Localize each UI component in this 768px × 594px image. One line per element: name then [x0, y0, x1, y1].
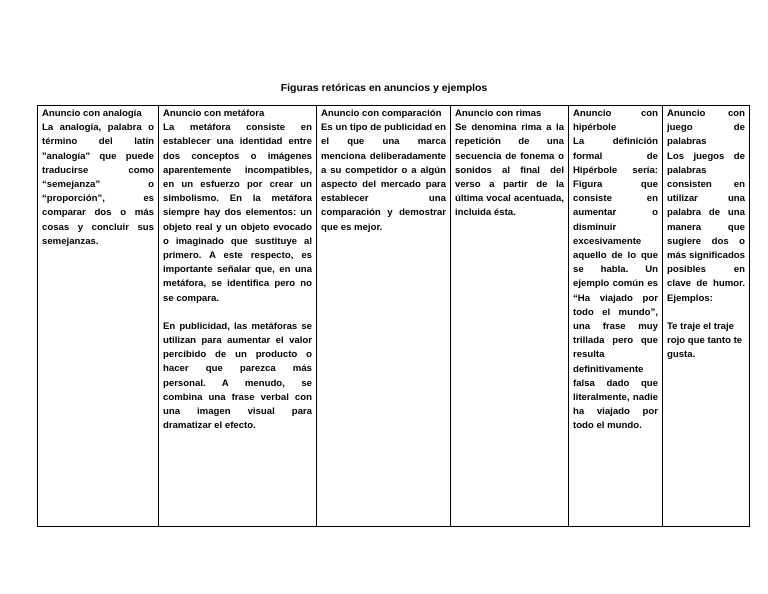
column-heading: Anuncio con rimas [455, 108, 542, 119]
column-text: En publicidad, las metáforas se utilizan para aumentar el valor percibido de un producto o hacer que parezca más personal. A menudo, se combina una frase verbal con una imagen visual para dramatizar el efecto. [163, 320, 312, 432]
column-comparacion [317, 106, 451, 527]
column-metafora [159, 106, 317, 527]
column-heading: Anuncio con juego de palabras [667, 108, 745, 148]
column-text: La definición formal de Hipérbole sería: Figura que consiste en aumentar o disminuir excesivamente aquello de lo que se habla. Un ejemplo común es “Ha viajado por todo el mundo”, una frase muy trillada pero que resulta definitivamente falsa dado que literalmente, nadie ha viajado por todo el mundo. [573, 136, 658, 432]
column-analogia [38, 106, 159, 527]
column-heading: Anuncio con analogía [42, 108, 142, 119]
column-rimas [451, 106, 569, 527]
column-heading: Anuncio con metáfora [163, 108, 265, 119]
example-text: Te traje el traje rojo que tanto te gusta. [667, 320, 743, 361]
column-heading: Anuncio con hipérbole [573, 108, 658, 134]
column-text: La analogía, palabra o término del latín "analogía" que puede traducirse como “semejanza” o “proporción”, es comparar dos o más cosas y concluir sus semejanzas. [42, 122, 154, 247]
column-text: Los juegos de palabras consisten en utilizar una palabra de una manera que sugiere dos o más significados posibles en clave de humor. Ejemplos: [667, 150, 745, 304]
rhetorical-figures-table [37, 105, 750, 527]
table-row [38, 106, 750, 527]
column-text: Es un tipo de publicidad en el que una marca menciona deliberadamente a su competidor o a algún aspecto del mercado para establecer una comparación y demostrar que es mejor. [321, 122, 446, 233]
column-hiperbole [569, 106, 663, 527]
column-juego-de-palabras [663, 106, 750, 527]
column-heading: Anuncio con comparación [321, 108, 442, 119]
column-text: La metáfora consiste en establecer una identidad entre dos conceptos o imágenes aparentemente incompatibles, en un esfuerzo por crear un simbolismo. En la metáfora siempre hay dos elementos: un objeto real y un objeto evocado o imaginado que sustituye al primero. A este respecto, es importante señalar que, en una metáfora, se identifica pero no se compara. [163, 122, 312, 304]
document-title: Figuras retóricas en anuncios y ejemplos [280, 82, 488, 94]
column-text: Se denomina rima a la repetición de una secuencia de fonema o sonidos al final del verso a partir de la última vocal acentuada, incluida ésta. [455, 122, 564, 219]
